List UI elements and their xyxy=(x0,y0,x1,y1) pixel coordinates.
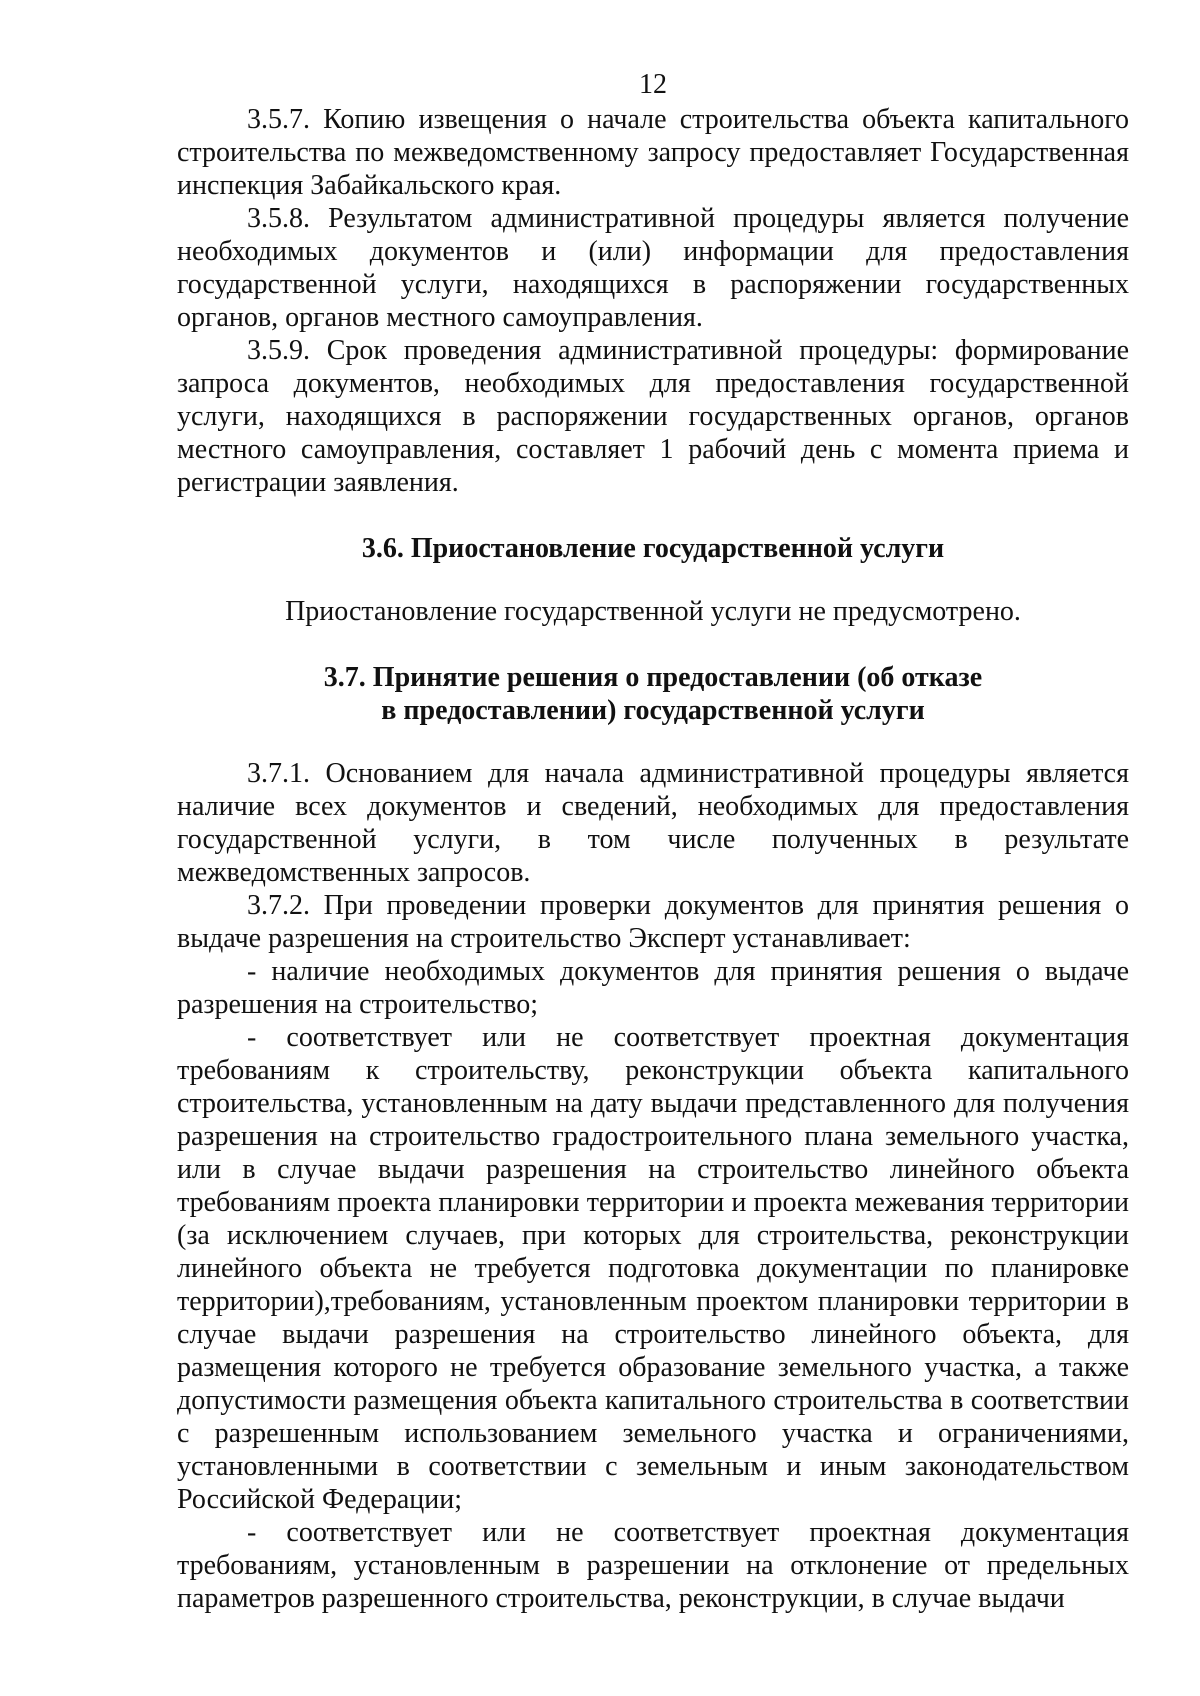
list-item-compliance-deviation: - соответствует или не соответствует проектная документация требованиям, установленным в разрешении на отклонение от предельных параметров разрешенного строительства, реконструкции, в случае выдачи xyxy=(177,1517,1129,1614)
section-heading-3-7-line-1: 3.7. Принятие решения о предоставлении (об отказе xyxy=(323,662,983,693)
document-page xyxy=(177,68,1129,1615)
paragraph-3-5-9: 3.5.9. Срок проведения административной процедуры: формирование запроса документов, необходимых для предоставления государственной услуги, находящихся в распоряжении государственных органов, органов местного самоуправления, составляет 1 рабочий день с момента приема и регистрации заявления. xyxy=(177,335,1129,498)
list-item-compliance-plan: - соответствует или не соответствует проектная документация требованиям к строительству, реконструкции объекта капитального строительства, установленным на дату выдачи представленного для получения разрешения на строительство градостроительного плана земельного участка, или в случае выдачи разрешения на строительство линейного объекта требованиям проекта планировки территории и проекта межевания территории (за исключением случаев, при которых для строительства, реконструкции линейного объекта не требуется подготовка документации по планировке территории),требованиям, установленным проектом планировки территории в случае выдачи разрешения на строительство линейного объекта, для размещения которого не требуется образование земельного участка, а также допустимости размещения объекта капитального строительства в соответствии с разрешенным использованием земельного участка и ограничениями, установленными в соответствии с земельным и иным законодательством Российской Федерации; xyxy=(177,1022,1129,1515)
paragraph-3-7-1: 3.7.1. Основанием для начала административной процедуры является наличие всех документов и сведений, необходимых для предоставления государственной услуги, в том числе полученных в результате межведомственных запросов. xyxy=(177,758,1129,888)
paragraph-3-7-2: 3.7.2. При проведении проверки документов для принятия решения о выдаче разрешения на строительство Эксперт устанавливает: xyxy=(177,890,1129,954)
section-heading-3-6: 3.6. Приостановление государственной услуги xyxy=(361,533,945,564)
page-number: 12 xyxy=(639,69,667,100)
list-item-documents: - наличие необходимых документов для принятия решения о выдаче разрешения на строительство; xyxy=(177,956,1129,1020)
section-heading-3-7 xyxy=(177,661,1129,727)
section-heading-3-7-line-2: в предоставлении) государственной услуги xyxy=(381,695,925,726)
suspension-statement: Приостановление государственной услуги не предусмотрено. xyxy=(285,596,1021,627)
paragraph-3-5-8: 3.5.8. Результатом административной процедуры является получение необходимых документов и (или) информации для предоставления государственной услуги, находящихся в распоряжении государственных органов, органов местного самоуправления. xyxy=(177,203,1129,333)
paragraph-3-5-7: 3.5.7. Копию извещения о начале строительства объекта капитального строительства по межведомственному запросу предоставляет Государственная инспекция Забайкальского края. xyxy=(177,104,1129,201)
